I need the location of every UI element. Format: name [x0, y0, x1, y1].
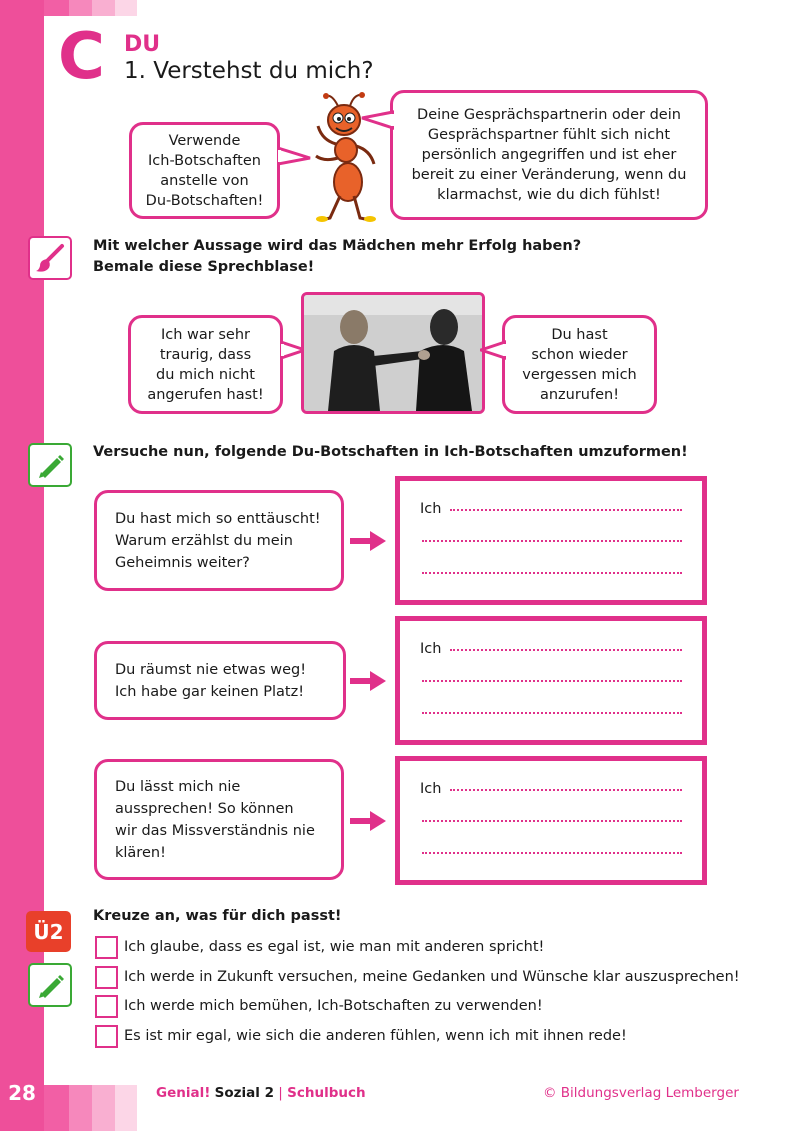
answer-prefix: Ich	[420, 641, 442, 657]
tip-bubble-tail	[278, 146, 312, 168]
footer-separator: |	[278, 1085, 283, 1101]
info-bubble: Deine Gesprächspartnerin oder dein Gesprächspartner fühlt sich nicht persönlich angegriffen und ist eher bereit zu einer Veränderung, wenn du klarmachst, wie du dich fühlst!	[390, 90, 708, 220]
option-label-1: Ich glaube, dass es egal ist, wie man mit anderen spricht!	[124, 939, 545, 955]
option-label-4: Es ist mir egal, wie sich die anderen fühlen, wenn ich mit ihnen rede!	[124, 1028, 627, 1044]
answer-box-3[interactable]	[395, 756, 707, 885]
checkbox-option-2[interactable]	[95, 966, 118, 989]
answer-line[interactable]	[450, 789, 682, 791]
answer-line[interactable]	[422, 572, 682, 574]
speech-bubble-du-tail	[480, 340, 506, 362]
footer-book-info	[156, 1085, 366, 1101]
page-title: 1. Verstehst du mich?	[124, 58, 374, 84]
top-stripe	[69, 0, 92, 16]
info-bubble-tail	[360, 110, 394, 132]
arrow-right-icon	[350, 811, 386, 831]
arrow-right-icon	[350, 671, 386, 691]
speech-bubble-ich[interactable]: Ich war sehr traurig, dass du mich nicht angerufen hast!	[128, 315, 283, 414]
top-stripe	[44, 0, 69, 16]
answer-line[interactable]	[422, 540, 682, 542]
du-message-3: Du lässt mich nie aussprechen! So können wir das Missverständnis nie klären!	[94, 759, 344, 880]
bottom-stripe	[92, 1085, 115, 1131]
pencil-icon	[28, 443, 72, 487]
tip-bubble: Verwende Ich-Botschaften anstelle von Du-Botschaften!	[129, 122, 280, 219]
answer-prefix: Ich	[420, 501, 442, 517]
footer-book-title: Sozial 2	[214, 1085, 274, 1101]
bottom-stripe	[44, 1085, 69, 1131]
pencil-icon	[28, 963, 72, 1007]
top-stripe	[115, 0, 137, 16]
section-letter: C	[58, 20, 105, 94]
answer-line[interactable]	[422, 820, 682, 822]
option-label-3: Ich werde mich bemühen, Ich-Botschaften zu verwenden!	[124, 998, 543, 1014]
section-label: DU	[124, 32, 161, 57]
left-sidebar-bar	[0, 0, 44, 1131]
du-message-2: Du räumst nie etwas weg! Ich habe gar keinen Platz!	[94, 641, 346, 720]
footer-copyright: © Bildungsverlag Lemberger	[543, 1085, 739, 1101]
answer-line[interactable]	[450, 649, 682, 651]
answer-line[interactable]	[422, 680, 682, 682]
task3-question: Kreuze an, was für dich passt!	[93, 908, 342, 924]
bottom-stripe	[115, 1085, 137, 1131]
answer-line[interactable]	[422, 712, 682, 714]
answer-box-2[interactable]	[395, 616, 707, 745]
footer-book-type: Schulbuch	[287, 1085, 366, 1101]
photo-two-girls	[301, 292, 485, 414]
task1-question: Mit welcher Aussage wird das Mädchen mehr Erfolg haben? Bemale diese Sprechblase!	[93, 238, 582, 275]
option-label-2: Ich werde in Zukunft versuchen, meine Gedanken und Wünsche klar auszusprechen!	[124, 969, 740, 985]
du-message-1: Du hast mich so enttäuscht! Warum erzählst du mein Geheimnis weiter?	[94, 490, 344, 591]
bottom-stripe	[69, 1085, 92, 1131]
checkbox-option-1[interactable]	[95, 936, 118, 959]
answer-line[interactable]	[450, 509, 682, 511]
arrow-right-icon	[350, 531, 386, 551]
page-number: 28	[8, 1081, 36, 1105]
paintbrush-icon	[28, 236, 72, 280]
top-stripe	[92, 0, 115, 16]
answer-box-1[interactable]	[395, 476, 707, 605]
footer-brand: Genial!	[156, 1085, 211, 1101]
checkbox-option-4[interactable]	[95, 1025, 118, 1048]
checkbox-option-3[interactable]	[95, 995, 118, 1018]
answer-prefix: Ich	[420, 781, 442, 797]
exercise-badge: Ü2	[26, 911, 71, 952]
speech-bubble-du[interactable]: Du hast schon wieder vergessen mich anzurufen!	[502, 315, 657, 414]
task2-question: Versuche nun, folgende Du-Botschaften in Ich-Botschaften umzuformen!	[93, 444, 688, 460]
answer-line[interactable]	[422, 852, 682, 854]
